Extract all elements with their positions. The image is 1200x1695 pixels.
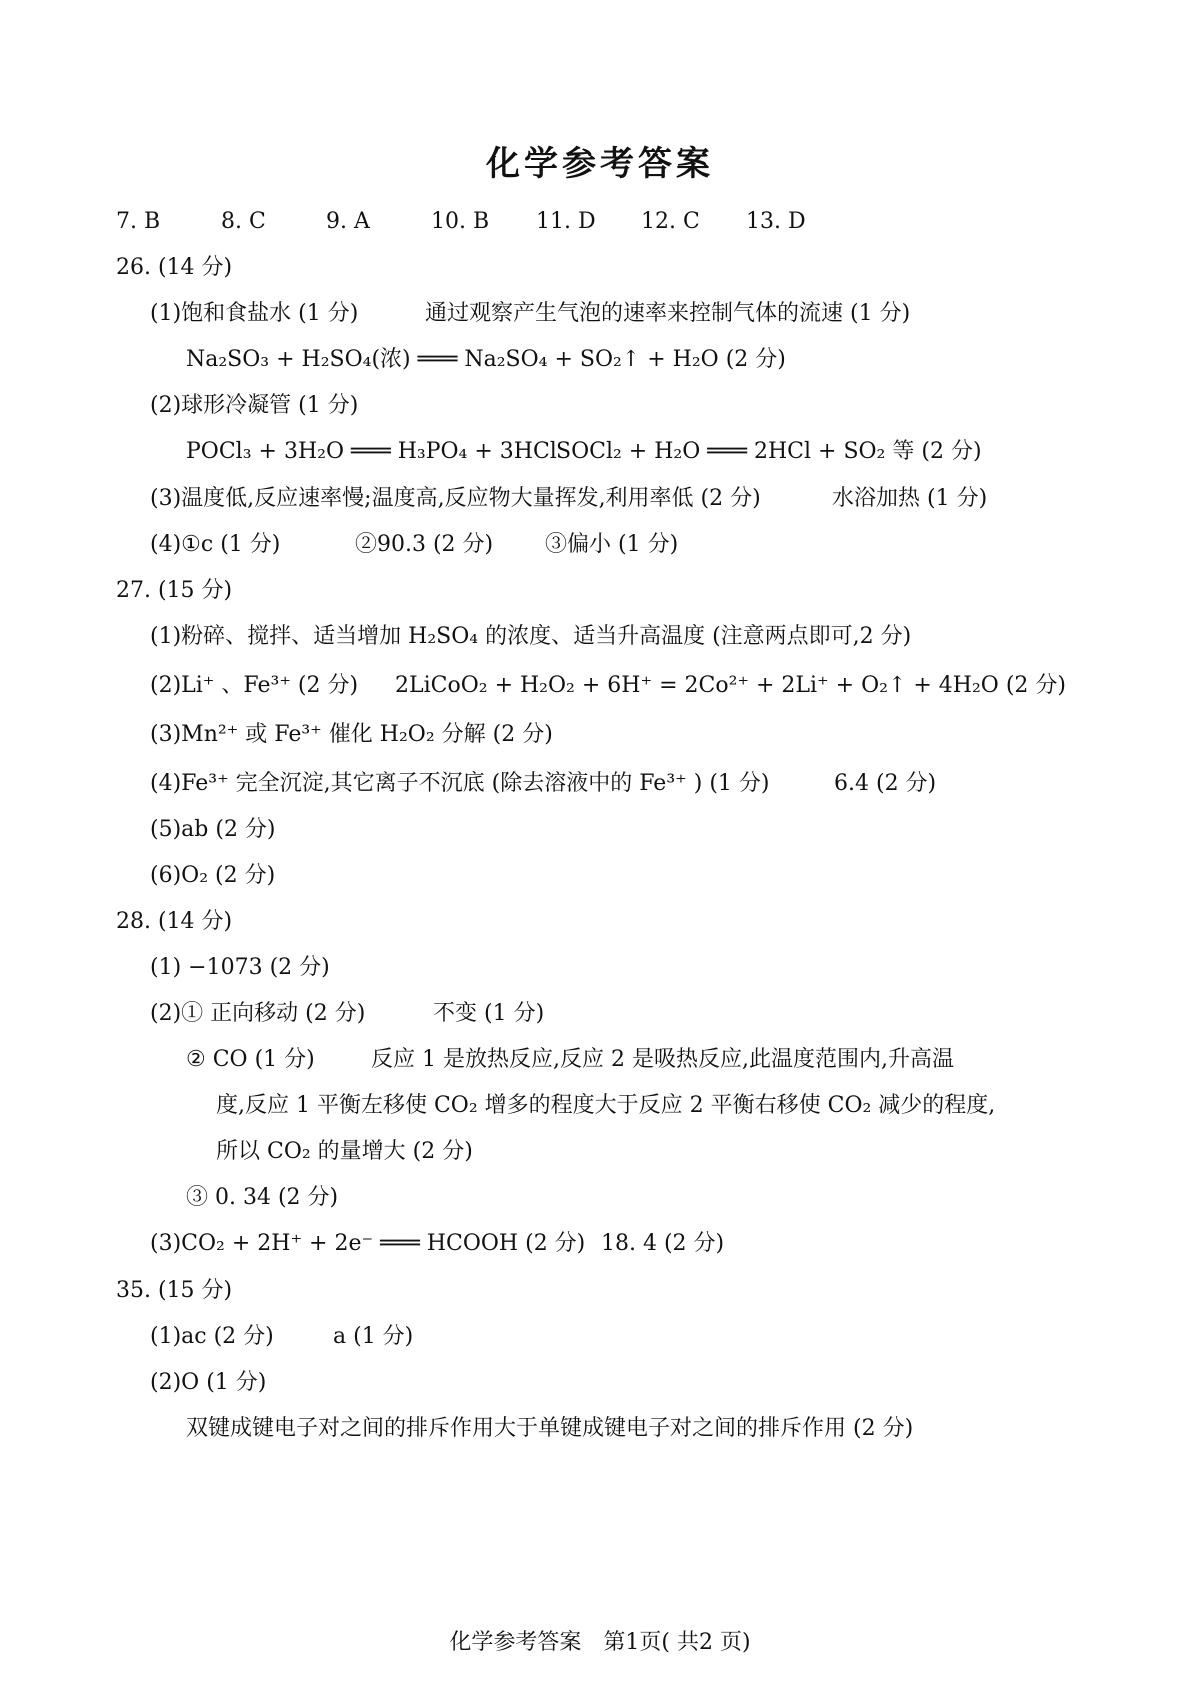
q26-part3-method: 水浴加热 (1 分)	[832, 486, 988, 511]
q28-header: 28. (14 分)	[116, 909, 233, 934]
choice-answer: 9. A	[326, 209, 370, 234]
q27-part4-b: 6.4 (2 分)	[834, 771, 937, 796]
q35-part1-b: a (1 分)	[333, 1324, 414, 1349]
q28-part2-c-reason-2: 度,反应 1 平衡左移使 CO₂ 增多的程度大于反应 2 平衡右移使 CO₂ 减少的程度,	[216, 1093, 996, 1118]
q28-part2-c-reason-1: 反应 1 是放热反应,反应 2 是吸热反应,此温度范围内,升高温	[371, 1047, 954, 1072]
choice-answer: 12. C	[641, 209, 700, 234]
q28-part1: (1) −1073 (2 分)	[150, 955, 330, 980]
q26-equation-2a: POCl₃ + 3H₂O ═══ H₃PO₄ + 3HCl	[186, 439, 557, 464]
q27-part2-equation: 2LiCoO₂ + H₂O₂ + 6H⁺ = 2Co²⁺ + 2Li⁺ + O₂↑ + 4H₂O (2 分)	[395, 673, 1066, 698]
q27-part6: (6)O₂ (2 分)	[150, 863, 276, 888]
q26-equation-1: Na₂SO₃ + H₂SO₄(浓) ═══ Na₂SO₄ + SO₂↑ + H₂O (2 分)	[186, 347, 786, 372]
q27-part4-a: (4)Fe³⁺ 完全沉淀,其它离子不沉底 (除去溶液中的 Fe³⁺ ) (1 分)	[150, 771, 770, 796]
q28-part2-c-reason-3: 所以 CO₂ 的量增大 (2 分)	[216, 1139, 473, 1164]
choice-answer: 8. C	[221, 209, 266, 234]
q26-equation-2b-tail: 等 (2 分)	[892, 439, 982, 464]
q26-part1-reason: 通过观察产生气泡的速率来控制气体的流速 (1 分)	[425, 301, 911, 326]
q28-part2-d: ③ 0. 34 (2 分)	[186, 1185, 339, 1210]
q26-part2-answer: (2)球形冷凝管 (1 分)	[150, 393, 359, 418]
q27-part3: (3)Mn²⁺ 或 Fe³⁺ 催化 H₂O₂ 分解 (2 分)	[150, 722, 553, 747]
q26-part4-a: (4)①c (1 分)	[150, 532, 281, 557]
q26-part4-c: ③偏小 (1 分)	[545, 532, 679, 557]
q35-part2: (2)O (1 分)	[150, 1370, 267, 1395]
q28-part3-value: 18. 4 (2 分)	[601, 1231, 725, 1256]
q26-equation-2b	[556, 437, 982, 467]
choice-answers-row	[116, 207, 851, 237]
q35-part1-a: (1)ac (2 分)	[150, 1324, 274, 1349]
q28-part2-c-answer: ② CO (1 分)	[186, 1047, 315, 1072]
q27-part2-ions: (2)Li⁺ 、Fe³⁺ (2 分)	[150, 673, 359, 698]
q27-part5: (5)ab (2 分)	[150, 817, 276, 842]
q28-part3-equation: (3)CO₂ + 2H⁺ + 2e⁻ ═══ HCOOH (2 分)	[150, 1231, 586, 1256]
page-title: 化学参考答案	[486, 144, 714, 184]
q27-part1: (1)粉碎、搅拌、适当增加 H₂SO₄ 的浓度、适当升高温度 (注意两点即可,2 分)	[150, 624, 912, 649]
q35-part2-reason: 双键成键电子对之间的排斥作用大于单键成键电子对之间的排斥作用 (2 分)	[186, 1416, 914, 1441]
q26-part4-b: ②90.3 (2 分)	[355, 532, 494, 557]
choice-answer: 10. B	[431, 209, 490, 234]
q35-header: 35. (15 分)	[116, 1278, 233, 1303]
choice-answer: 13. D	[746, 209, 806, 234]
q26-equation-2b-formula: SOCl₂ + H₂O ═══ 2HCl + SO₂	[556, 439, 886, 464]
q28-part2-a: (2)① 正向移动 (2 分)	[150, 1001, 366, 1026]
q26-part1-answer: (1)饱和食盐水 (1 分)	[150, 301, 359, 326]
q26-header: 26. (14 分)	[116, 255, 233, 280]
choice-answer: 7. B	[116, 209, 161, 234]
q28-part2-b: 不变 (1 分)	[433, 1001, 545, 1026]
page-footer: 化学参考答案 第1页( 共2 页)	[449, 1630, 751, 1655]
q27-header: 27. (15 分)	[116, 578, 233, 603]
choice-answer: 11. D	[536, 209, 596, 234]
q26-part3-answer: (3)温度低,反应速率慢;温度高,反应物大量挥发,利用率低 (2 分)	[150, 486, 761, 511]
